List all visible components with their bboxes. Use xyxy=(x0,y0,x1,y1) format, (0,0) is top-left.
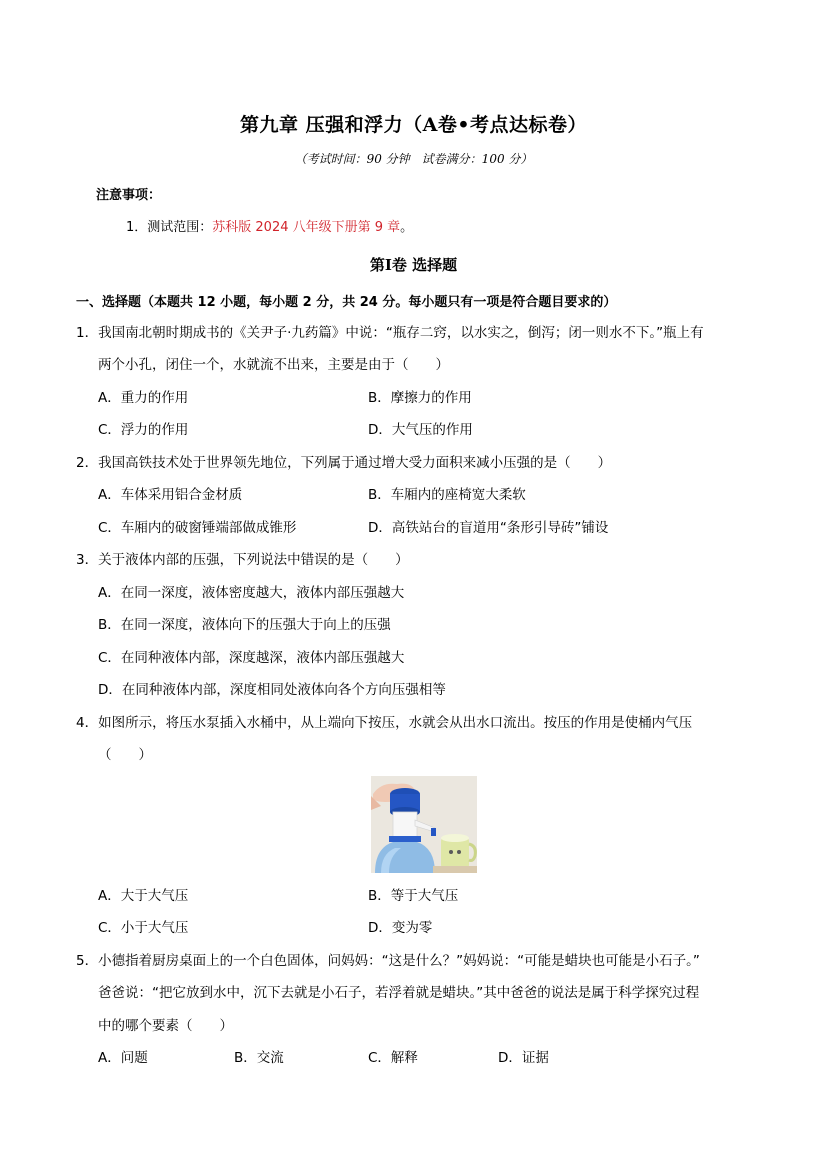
question-3-option-b: B．在同一深度，液体向下的压强大于向上的压强 xyxy=(98,617,391,633)
question-3-option-a: A．在同一深度，液体密度越大，液体内部压强越大 xyxy=(98,585,405,601)
water-pump-photo xyxy=(371,776,477,873)
question-3-line-1: 3．关于液体内部的压强，下列说法中错误的是（ ） xyxy=(76,552,409,568)
section-title: 第Ⅰ卷 选择题 xyxy=(369,256,458,274)
question-2-option-a: A．车体采用铝合金材质 xyxy=(98,487,243,503)
question-4-option-a: A．大于大气压 xyxy=(98,888,189,904)
question-5-option-b: B．交流 xyxy=(234,1050,284,1066)
question-1-option-d: D．大气压的作用 xyxy=(368,422,473,438)
question-1-option-c: C．浮力的作用 xyxy=(98,422,189,438)
question-1-option-b: B．摩擦力的作用 xyxy=(368,390,472,406)
notice-item-prefix: 1．测试范围： xyxy=(126,220,213,235)
notice-item-suffix: 。 xyxy=(400,220,414,235)
page-title: 第九章 压强和浮力（A卷•考点达标卷） xyxy=(239,114,587,136)
question-4-option-b: B．等于大气压 xyxy=(368,888,459,904)
question-1-line-1: 1．我国南北朝时期成书的《关尹子·九药篇》中说：“瓶存二窍，以水实之，倒泻；闭一则水不下。”瓶上有 xyxy=(76,325,704,341)
notice-item xyxy=(126,216,413,235)
question-5-option-c: C．解释 xyxy=(368,1050,418,1066)
question-3-option-d: D．在同种液体内部，深度相同处液体向各个方向压强相等 xyxy=(98,682,446,698)
question-4-option-d: D．变为零 xyxy=(368,920,433,936)
question-2-option-d: D．高铁站台的盲道用“条形引导砖”铺设 xyxy=(368,520,609,536)
question-4-option-c: C．小于大气压 xyxy=(98,920,189,936)
notice-item-scope: 苏科版 2024 八年级下册第 9 章 xyxy=(212,220,401,235)
question-4-line-2: （ ） xyxy=(98,747,152,763)
question-2-option-c: C．车厢内的破窗锤端部做成锥形 xyxy=(98,520,297,536)
question-5-line-2: 爸爸说：“把它放到水中，沉下去就是小石子，若浮着就是蜡块。”其中爸爸的说法是属于科学探究过程 xyxy=(98,985,700,1001)
question-1-option-a: A．重力的作用 xyxy=(98,390,189,406)
question-1-line-2: 两个小孔，闭住一个，水就流不出来，主要是由于（ ） xyxy=(98,357,449,373)
part-heading: 一、选择题（本题共 12 小题，每小题 2 分，共 24 分。每小题只有一项是符合题目要求的） xyxy=(76,295,617,310)
question-2-option-b: B．车厢内的座椅宽大柔软 xyxy=(368,487,526,503)
notice-heading: 注意事项： xyxy=(96,188,162,203)
exam-info: （考试时间：90 分钟 试卷满分：100 分） xyxy=(294,152,533,166)
question-2-line-1: 2．我国高铁技术处于世界领先地位，下列属于通过增大受力面积来减小压强的是（ ） xyxy=(76,455,612,471)
question-5-line-3: 中的哪个要素（ ） xyxy=(98,1018,233,1034)
question-5-option-d: D．证据 xyxy=(498,1050,549,1066)
question-4-line-1: 4．如图所示，将压水泵插入水桶中，从上端向下按压，水就会从出水口流出。按压的作用是使桶内气压 xyxy=(76,715,693,731)
question-3-option-c: C．在同种液体内部，深度越深，液体内部压强越大 xyxy=(98,650,405,666)
question-5-option-a: A．问题 xyxy=(98,1050,148,1066)
question-5-line-1: 5．小德指着厨房桌面上的一个白色固体，问妈妈：“这是什么？”妈妈说：“可能是蜡块也可能是小石子。” xyxy=(76,953,700,969)
water-pump-illustration xyxy=(371,776,477,873)
